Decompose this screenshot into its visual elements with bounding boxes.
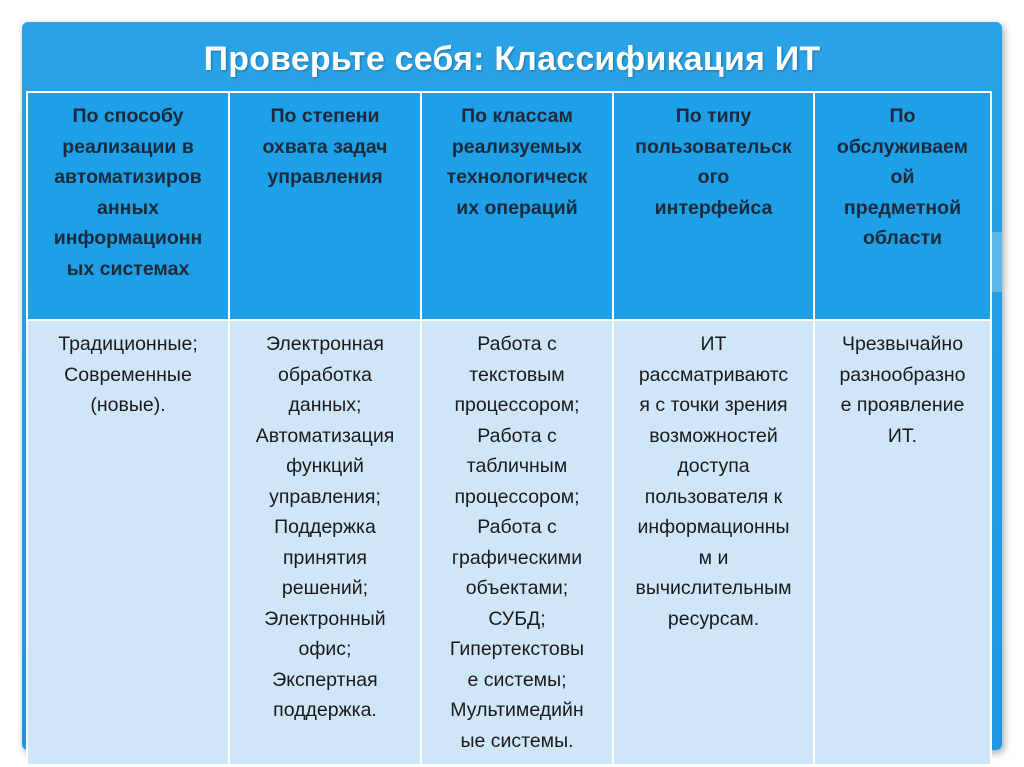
body-line: процессором; <box>454 485 580 508</box>
body-line: текстовым <box>469 363 565 386</box>
body-line: объектами; <box>465 577 569 599</box>
header-line: автоматизиров <box>54 166 202 188</box>
header-line: технологическ <box>446 166 588 188</box>
header-line: предметной <box>843 196 962 219</box>
body-line: ые системы. <box>460 729 574 752</box>
header-line: охвата задач <box>262 135 388 158</box>
header-line: По способу <box>72 105 184 127</box>
body-line: Поддержка <box>274 516 376 538</box>
body-line: поддержка. <box>273 699 377 721</box>
header-line: реализуемых <box>451 135 583 158</box>
header-line: пользовательск <box>635 135 792 158</box>
slide-title: Проверьте себя: Классификация ИТ <box>203 40 821 78</box>
header-line: информационн <box>53 227 203 249</box>
body-line: вычислительным <box>635 577 792 599</box>
body-line: доступа <box>677 455 750 477</box>
header-line: анных <box>97 196 159 219</box>
body-line: графическими <box>451 546 583 569</box>
header-line: реализации в <box>62 135 194 158</box>
body-line: Работа с <box>477 333 557 355</box>
body-line: Экспертная <box>272 668 378 691</box>
body-cell <box>229 320 421 765</box>
body-line: принятия <box>282 546 367 569</box>
header-line: По степени <box>270 105 380 127</box>
body-line: е проявление <box>840 394 965 416</box>
header-line: ого <box>697 166 730 188</box>
body-line: ресурсам. <box>667 607 760 630</box>
body-line: м и <box>698 546 729 569</box>
body-line: Работа с <box>477 516 557 538</box>
header-line: интерфейса <box>654 196 773 219</box>
body-line: рассматриваютс <box>638 363 789 386</box>
header-cell <box>27 92 229 320</box>
body-line: данных; <box>288 394 362 416</box>
table-row <box>27 320 991 765</box>
body-line: табличным <box>466 455 568 477</box>
body-line: Мультимедийн <box>450 699 584 721</box>
header-line: По классам <box>461 105 573 127</box>
body-line: ИТ <box>700 333 727 355</box>
body-line: Современные <box>64 363 192 386</box>
body-line: Традиционные; <box>58 333 198 355</box>
body-line: офис; <box>298 638 352 660</box>
body-line: Электронный <box>264 607 386 630</box>
body-line: возможностей <box>649 424 778 447</box>
body-line: Чрезвычайно <box>841 333 964 355</box>
body-line: Гипертекстовы <box>449 638 585 660</box>
header-line: их операций <box>456 196 578 219</box>
body-cell <box>613 320 814 765</box>
header-line: ой <box>890 166 915 188</box>
header-cell <box>421 92 613 320</box>
header-line: По типу <box>675 105 752 127</box>
body-cell <box>814 320 991 765</box>
body-line: обработка <box>277 363 373 386</box>
body-line: (новые). <box>90 394 166 416</box>
body-line: управления; <box>269 485 381 508</box>
body-line: я с точки зрения <box>639 394 788 416</box>
body-cell <box>421 320 613 765</box>
body-line: решений; <box>281 577 369 599</box>
classification-table <box>26 91 992 766</box>
body-line: процессором; <box>454 394 580 416</box>
body-line: Автоматизация <box>255 424 395 447</box>
body-line: ИТ. <box>887 424 918 447</box>
body-line: разнообразно <box>839 363 966 386</box>
header-line: управления <box>267 166 383 188</box>
header-line: области <box>862 227 943 249</box>
table-header-row <box>27 92 991 320</box>
body-line: информационны <box>637 516 790 538</box>
body-cell <box>27 320 229 765</box>
body-line: Электронная <box>266 333 384 355</box>
header-line: По <box>889 105 916 127</box>
body-line: Работа с <box>477 424 557 447</box>
header-line: ых системах <box>66 257 190 280</box>
header-line: обслуживаем <box>836 135 969 158</box>
body-line: е системы; <box>467 668 567 691</box>
header-cell <box>229 92 421 320</box>
header-cell <box>613 92 814 320</box>
body-line: функций <box>286 455 364 477</box>
body-line: пользователя к <box>644 485 783 508</box>
body-line: СУБД; <box>488 607 546 630</box>
header-cell <box>814 92 991 320</box>
